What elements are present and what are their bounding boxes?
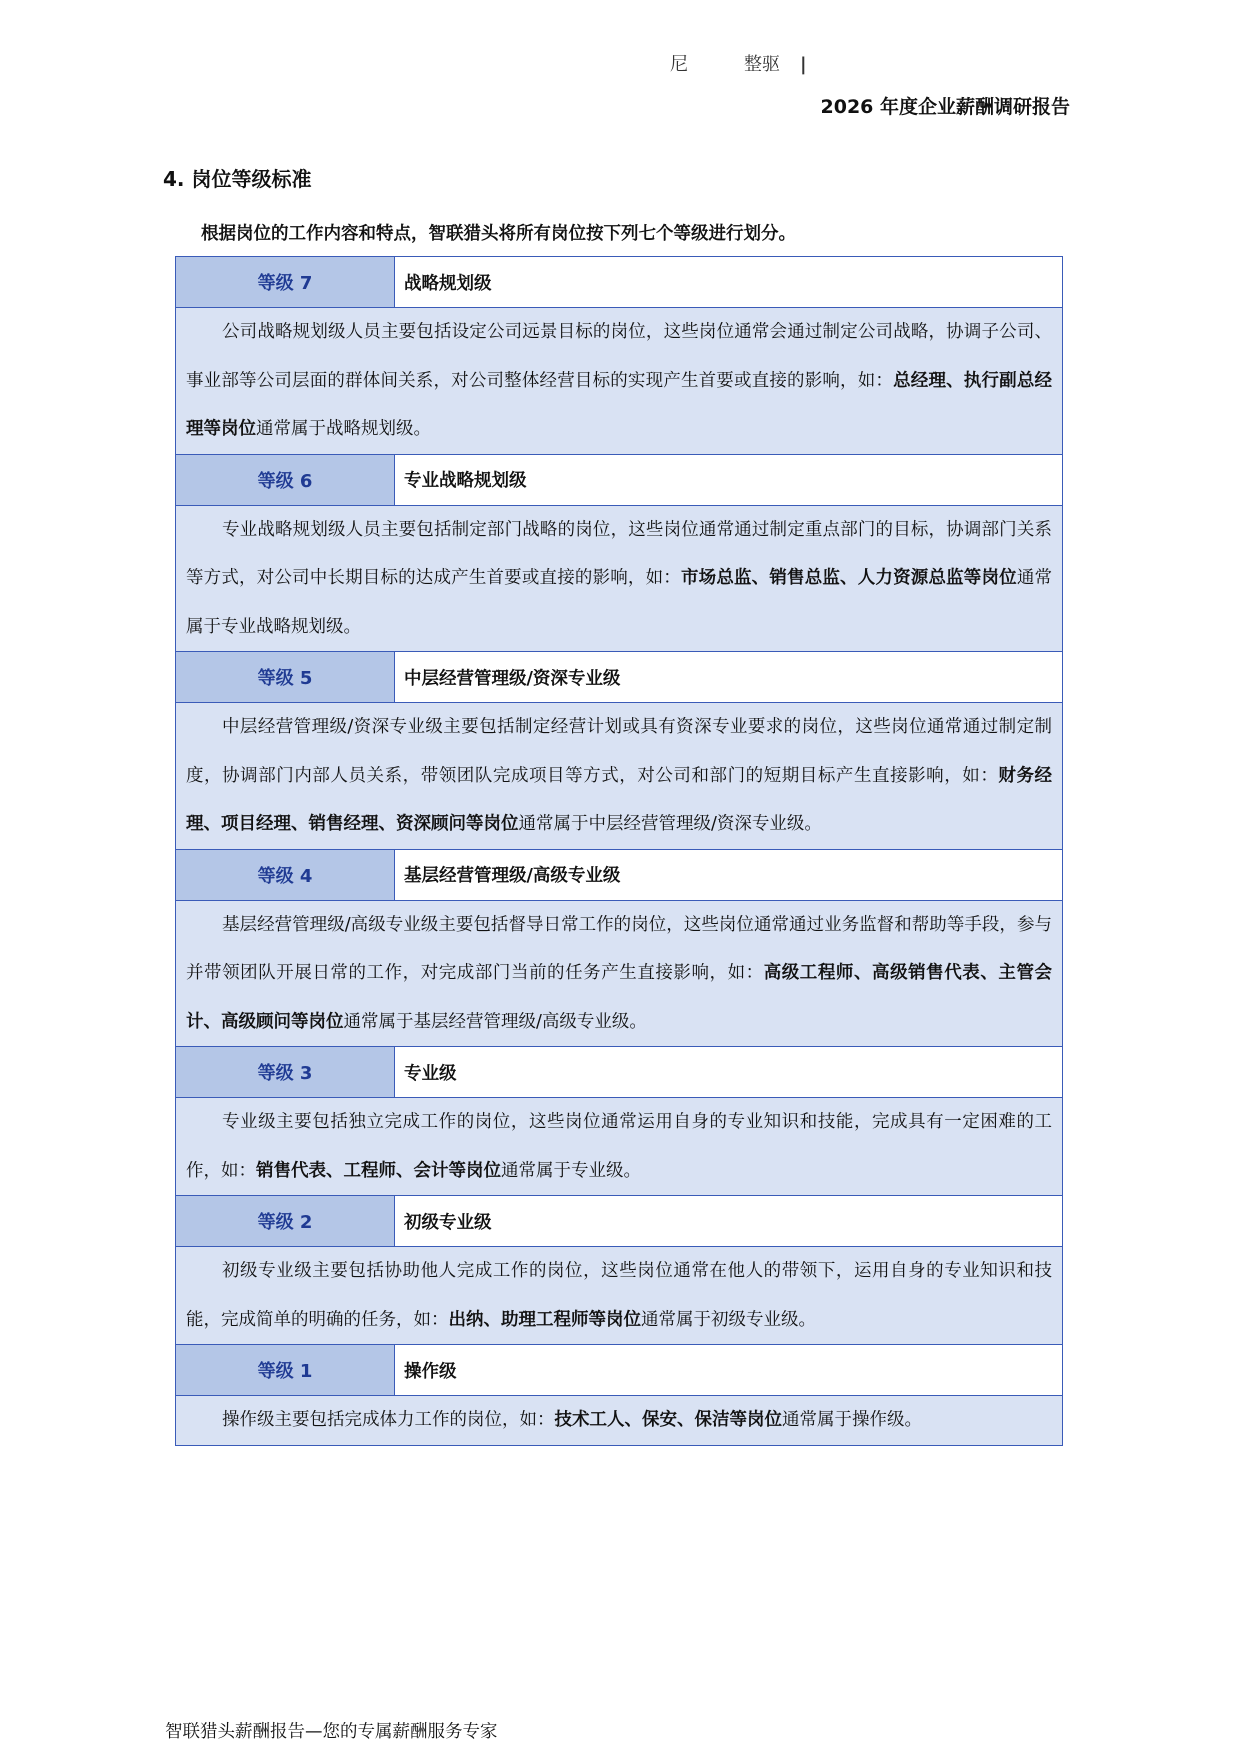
- section-intro: 根据岗位的工作内容和特点，智联猎头将所有岗位按下列七个等级进行划分。: [201, 224, 796, 244]
- grade-description: 专业战略规划级人员主要包括制定部门战略的岗位，这些岗位通常通过制定重点部门的目标，协调部门关系等方式，对公司中长期目标的达成产生首要或直接的影响，如：市场总监、销售总监、人力资源总监等岗位通常属于专业战略规划级。: [176, 505, 1063, 652]
- grade-4-header-row: [176, 849, 1063, 900]
- grade-level-label: 等级 7: [176, 257, 395, 308]
- grade-level-label: 等级 4: [176, 849, 395, 900]
- page-footer: 智联猎头薪酬报告—您的专属薪酬服务专家: [165, 1722, 498, 1742]
- grade-3-header-row: [176, 1047, 1063, 1098]
- grade-level-label: 等级 5: [176, 652, 395, 703]
- grade-description: 中层经营管理级/资深专业级主要包括制定经营计划或具有资深专业要求的岗位，这些岗位通常通过制定制度，协调部门内部人员关系，带领团队完成项目等方式，对公司和部门的短期目标产生直接影响，如：财务经理、项目经理、销售经理、资深顾问等岗位通常属于中层经营管理级/资深专业级。: [176, 703, 1063, 850]
- grade-level-label: 等级 6: [176, 454, 395, 505]
- grade-level-label: 等级 2: [176, 1196, 395, 1247]
- grade-description: 操作级主要包括完成体力工作的岗位，如：技术工人、保安、保洁等岗位通常属于操作级。: [176, 1396, 1063, 1446]
- grade-description: 专业级主要包括独立完成工作的岗位，这些岗位通常运用自身的专业知识和技能，完成具有一定困难的工作，如：销售代表、工程师、会计等岗位通常属于专业级。: [176, 1098, 1063, 1196]
- grade-2-header-row: [176, 1196, 1063, 1247]
- grade-description: 公司战略规划级人员主要包括设定公司远景目标的岗位，这些岗位通常会通过制定公司战略，协调子公司、事业部等公司层面的群体间关系，对公司整体经营目标的实现产生首要或直接的影响，如：总经理、执行副总经理等岗位通常属于战略规划级。: [176, 308, 1063, 455]
- grade-1-desc-row: [176, 1396, 1063, 1446]
- grade-name: 操作级: [395, 1345, 1063, 1396]
- grade-table: [175, 256, 1063, 1446]
- grade-5-desc-row: [176, 703, 1063, 850]
- grade-2-desc-row: [176, 1247, 1063, 1345]
- grade-7-header-row: [176, 257, 1063, 308]
- logo-text-1: 尼: [670, 54, 688, 75]
- grade-6-header-row: [176, 454, 1063, 505]
- grade-name: 专业战略规划级: [395, 454, 1063, 505]
- header-logo: [670, 50, 807, 76]
- section-heading: 4. 岗位等级标准: [163, 167, 312, 191]
- grade-3-desc-row: [176, 1098, 1063, 1196]
- logo-separator: |: [800, 54, 807, 75]
- grade-name: 基层经营管理级/高级专业级: [395, 849, 1063, 900]
- grade-name: 战略规划级: [395, 257, 1063, 308]
- grade-level-label: 等级 3: [176, 1047, 395, 1098]
- report-title: 2026 年度企业薪酬调研报告: [820, 96, 1070, 118]
- logo-text-2: 整驱: [744, 54, 780, 75]
- grade-4-desc-row: [176, 900, 1063, 1047]
- grade-6-desc-row: [176, 505, 1063, 652]
- grade-level-label: 等级 1: [176, 1345, 395, 1396]
- grade-5-header-row: [176, 652, 1063, 703]
- grade-name: 初级专业级: [395, 1196, 1063, 1247]
- grade-1-header-row: [176, 1345, 1063, 1396]
- grade-description: 基层经营管理级/高级专业级主要包括督导日常工作的岗位，这些岗位通常通过业务监督和帮助等手段，参与并带领团队开展日常的工作，对完成部门当前的任务产生直接影响，如：高级工程师、高级销售代表、主管会计、高级顾问等岗位通常属于基层经营管理级/高级专业级。: [176, 900, 1063, 1047]
- grade-name: 中层经营管理级/资深专业级: [395, 652, 1063, 703]
- grade-description: 初级专业级主要包括协助他人完成工作的岗位，这些岗位通常在他人的带领下，运用自身的专业知识和技能，完成简单的明确的任务，如：出纳、助理工程师等岗位通常属于初级专业级。: [176, 1247, 1063, 1345]
- grade-name: 专业级: [395, 1047, 1063, 1098]
- grade-7-desc-row: [176, 308, 1063, 455]
